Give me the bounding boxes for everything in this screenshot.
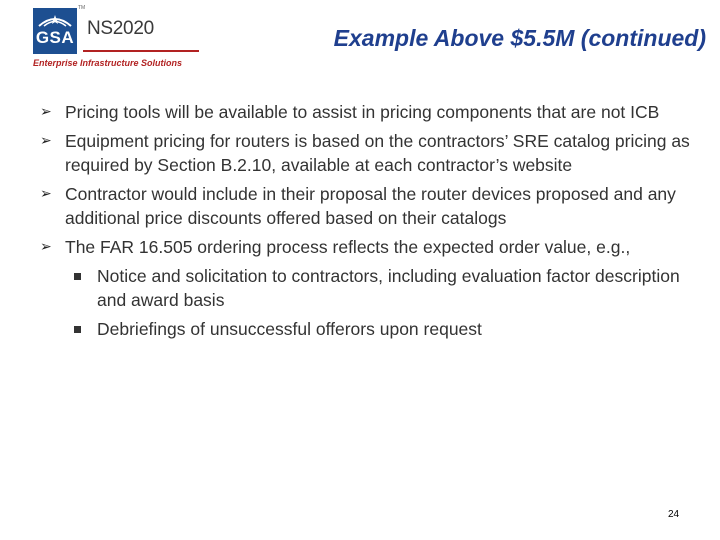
sub-bullet-item (71, 264, 700, 312)
bullet-item (40, 129, 700, 177)
sub-bullet-text: Debriefings of unsuccessful offerors upon request (97, 319, 482, 339)
bullet-text: Equipment pricing for routers is based on the contractors’ SRE catalog pricing as required by Section B.2.10, available at each contractor’s website (65, 131, 690, 175)
star-seal-icon (35, 10, 75, 28)
arrow-bullet-icon: ➢ (40, 239, 52, 255)
bullet-text: Contractor would include in their proposal the router devices proposed and any additional price discounts offered based on their catalogs (65, 184, 676, 228)
arrow-bullet-icon: ➢ (40, 104, 52, 120)
square-bullet-icon (74, 326, 81, 333)
page-number: 24 (668, 509, 680, 520)
bullet-list (40, 100, 700, 341)
sub-bullet-item (71, 317, 700, 341)
sub-bullet-list (71, 264, 700, 341)
bullet-item (40, 182, 700, 230)
bullet-text: The FAR 16.505 ordering process reflects the expected order value, e.g., (65, 237, 631, 257)
sub-bullet-text: Notice and solicitation to contractors, including evaluation factor description and award basis (97, 266, 680, 310)
bullet-item (40, 100, 700, 124)
trademark-mark: TM (78, 5, 86, 11)
gsa-wordmark: GSA (35, 28, 75, 47)
program-name: NS2020 (87, 18, 154, 39)
slide-title: Example Above $5.5M (continued) (333, 25, 706, 51)
bullet-item (40, 235, 700, 341)
bullet-text: Pricing tools will be available to assist in pricing components that are not ICB (65, 102, 660, 122)
logo-subtitle: Enterprise Infrastructure Solutions (33, 58, 183, 68)
arrow-bullet-icon: ➢ (40, 186, 52, 202)
logo-divider (83, 50, 199, 52)
gsa-logo-mark (33, 8, 77, 54)
square-bullet-icon (74, 273, 81, 280)
slide-body (40, 100, 700, 346)
arrow-bullet-icon: ➢ (40, 133, 52, 149)
gsa-ns2020-logo (33, 5, 203, 68)
